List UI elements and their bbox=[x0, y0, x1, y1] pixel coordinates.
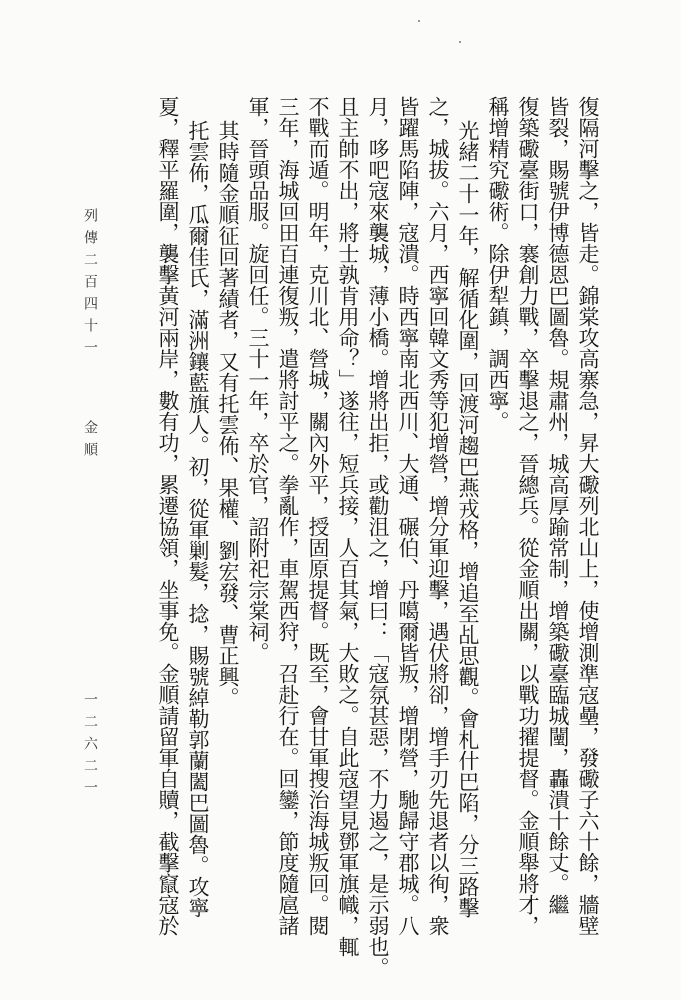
running-header: 列傳二百四十一 bbox=[82, 208, 98, 362]
text-column-2: 皆裂，賜號伊博德恩巴圖魯。規肅州，城高厚踰常制，增築礮臺臨城闉，轟潰十餘丈。繼 bbox=[546, 96, 570, 915]
text-column-13: 其時隨金順征回著績者，又有托雲佈、果權、劉宏發、曹正興。 bbox=[216, 120, 240, 708]
text-column-15: 夏，釋平羅圍，襲擊黃河兩岸，數有功，累遷協領，坐事免。金順請留軍自贖，截擊竄寇於 bbox=[156, 96, 180, 936]
biography-name: 金順 bbox=[82, 420, 98, 464]
text-column-8: 月，哆吧寇來襲城，薄小橋。增將出拒，或勸沮之，增曰：「寇氛甚惡，不力遏之，是示弱也。 bbox=[366, 96, 390, 978]
text-column-12: 軍，晉頭品服。旋回任。三十一年，卒於官，詔附祀宗棠祠。 bbox=[246, 96, 270, 663]
scan-speck bbox=[459, 41, 461, 43]
text-column-10: 不戰而遁。明年，克川北、營城，關內外平，授固原提督。既至，會甘軍搜治海城叛回。閱 bbox=[306, 96, 330, 936]
text-column-6: 之，城拔。六月，西寧回韓文秀等犯增營，增分軍迎擊，遇伏將卻，增手刃先退者以徇，衆 bbox=[426, 96, 450, 936]
text-column-4: 稱增精究礮術。除伊犁鎮，調西寧。 bbox=[486, 96, 510, 432]
text-column-9: 且主帥不出，將士孰肯用命？」遂往，短兵接，人百其氣，大敗之。自此寇望見鄧軍旗幟，輒 bbox=[336, 96, 360, 957]
scan-speck bbox=[418, 20, 420, 22]
text-column-5: 光緒二十一年，解循化圍，回渡河趨巴燕戎格，增追至乩思觀。會札什巴陷，分三路擊 bbox=[456, 120, 480, 918]
text-column-14: 托雲佈，瓜爾佳氏，滿洲鑲藍旗人。初，從軍剿髮，捻，賜號綽勒郭蘭闔巴圖魯。攻寧 bbox=[186, 120, 210, 918]
text-column-1: 復隔河擊之，皆走。錦棠攻高寨急，昇大礮列北山上，使增測準寇壘，發礮子六十餘，牆壁 bbox=[576, 96, 600, 936]
text-column-11: 三年，海城回田百連復叛，遣將討平之。拳亂作，車駕西狩，召赴行在。回鑾，節度隨扈諸 bbox=[276, 96, 300, 936]
text-column-3: 復築礮臺街口，褰創力戰，卒擊退之，晉總兵。從金順出關，以戰功擢提督。金順舉將才， bbox=[516, 96, 540, 936]
page-number: 一二六二一 bbox=[82, 692, 98, 802]
text-column-7: 皆躍馬陷陣，寇潰。時西寧南北西川、大通、碾伯、丹噶爾皆叛，增閉營，馳歸守郡城。八 bbox=[396, 96, 420, 936]
